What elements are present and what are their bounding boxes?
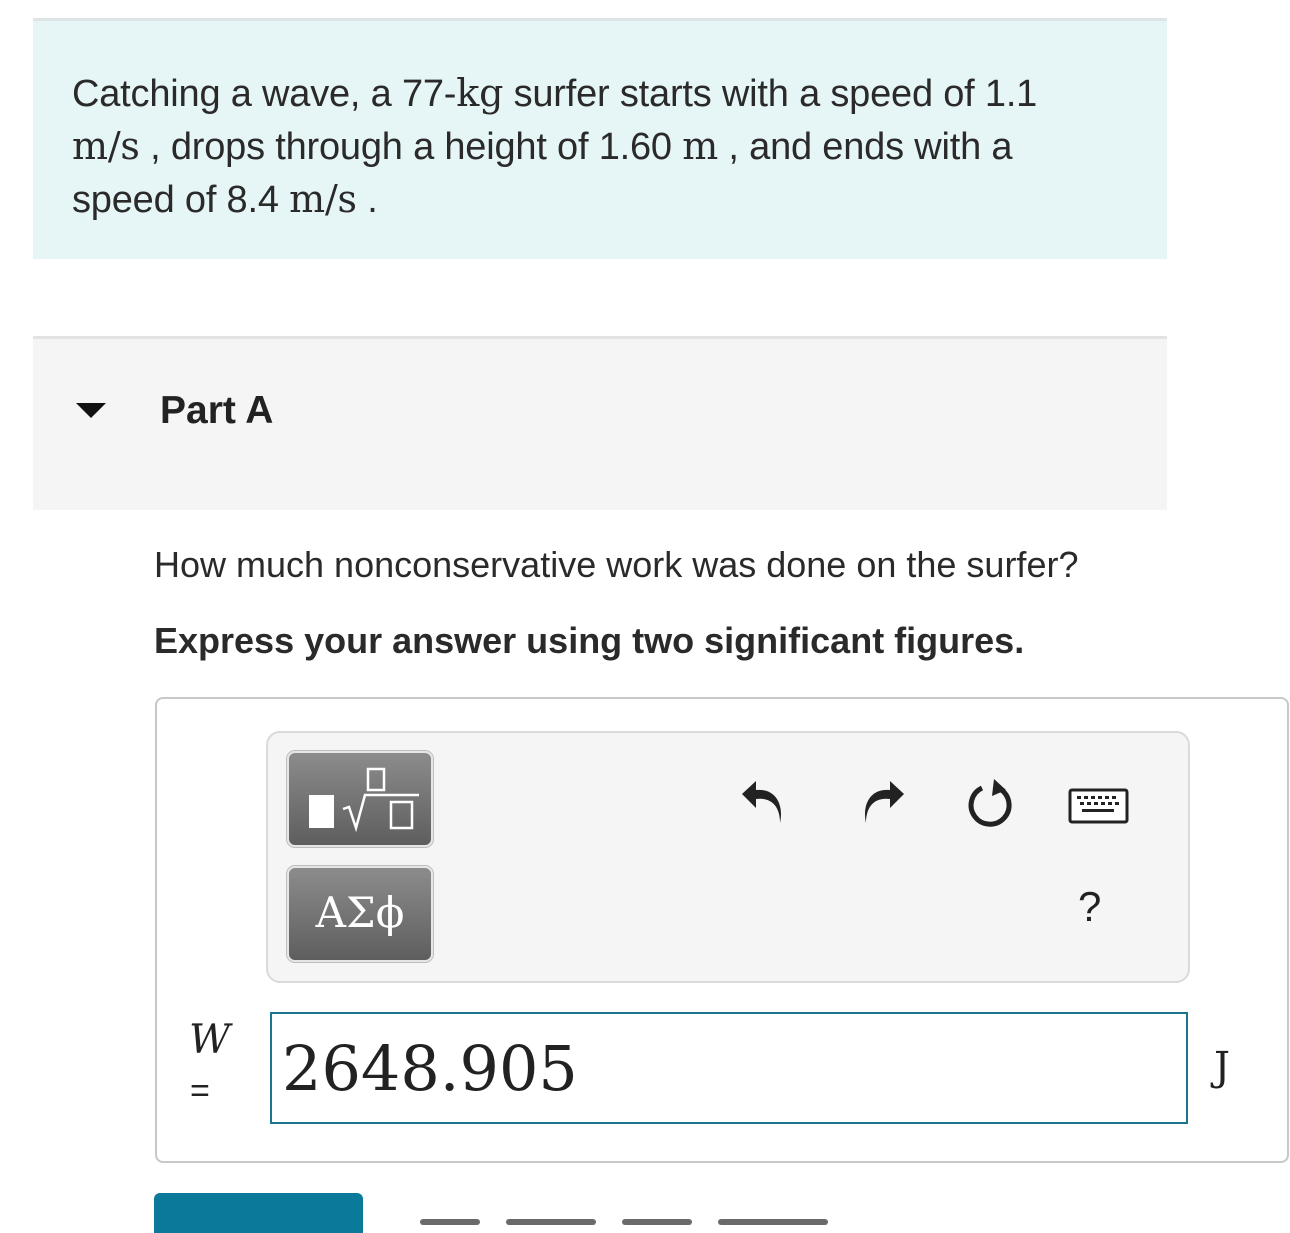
redo-icon[interactable]	[850, 773, 910, 833]
intro-text-3: , drops through a height of 1.60	[139, 126, 683, 168]
problem-statement	[72, 67, 1112, 226]
undo-icon[interactable]	[736, 773, 796, 833]
reset-icon[interactable]	[960, 775, 1020, 835]
greek-symbols-button[interactable]	[287, 866, 433, 962]
answer-unit: J	[1214, 1044, 1231, 1090]
answer-variable: W	[189, 1017, 231, 1063]
intro-text-1: Catching a wave, a 77-	[72, 73, 457, 115]
instruction-text: Express your answer using two significant figures.	[154, 620, 1025, 661]
greek-label: ΑΣϕ	[315, 888, 405, 937]
submit-button[interactable]	[154, 1193, 363, 1233]
keyboard-icon[interactable]	[1068, 786, 1130, 828]
intro-text-2: surfer starts with a speed of 1.1	[503, 73, 1038, 115]
collapse-caret-icon[interactable]	[76, 403, 106, 418]
answer-box	[155, 697, 1289, 1163]
problem-intro-panel	[33, 18, 1167, 259]
templates-button[interactable]	[287, 751, 433, 847]
question-text: How much nonconservative work was done on the surfer?	[154, 544, 1079, 585]
intro-text-4: , and ends with a speed of 8.4	[72, 126, 1013, 221]
math-toolbar	[266, 731, 1190, 983]
unit-m: m	[682, 124, 719, 168]
action-links-cutoff	[420, 1212, 980, 1226]
part-title: Part A	[160, 389, 274, 432]
unit-mps: m/s	[72, 124, 140, 168]
answer-input[interactable]	[270, 1012, 1188, 1124]
fraction-sqrt-template-icon	[287, 751, 433, 847]
intro-text-5: .	[356, 179, 378, 221]
equals-sign: =	[190, 1072, 210, 1110]
unit-kg: kg	[456, 71, 504, 115]
unit-mps-2: m/s	[289, 177, 357, 221]
part-a-header[interactable]	[33, 336, 1167, 510]
help-button[interactable]: ?	[1078, 883, 1102, 930]
